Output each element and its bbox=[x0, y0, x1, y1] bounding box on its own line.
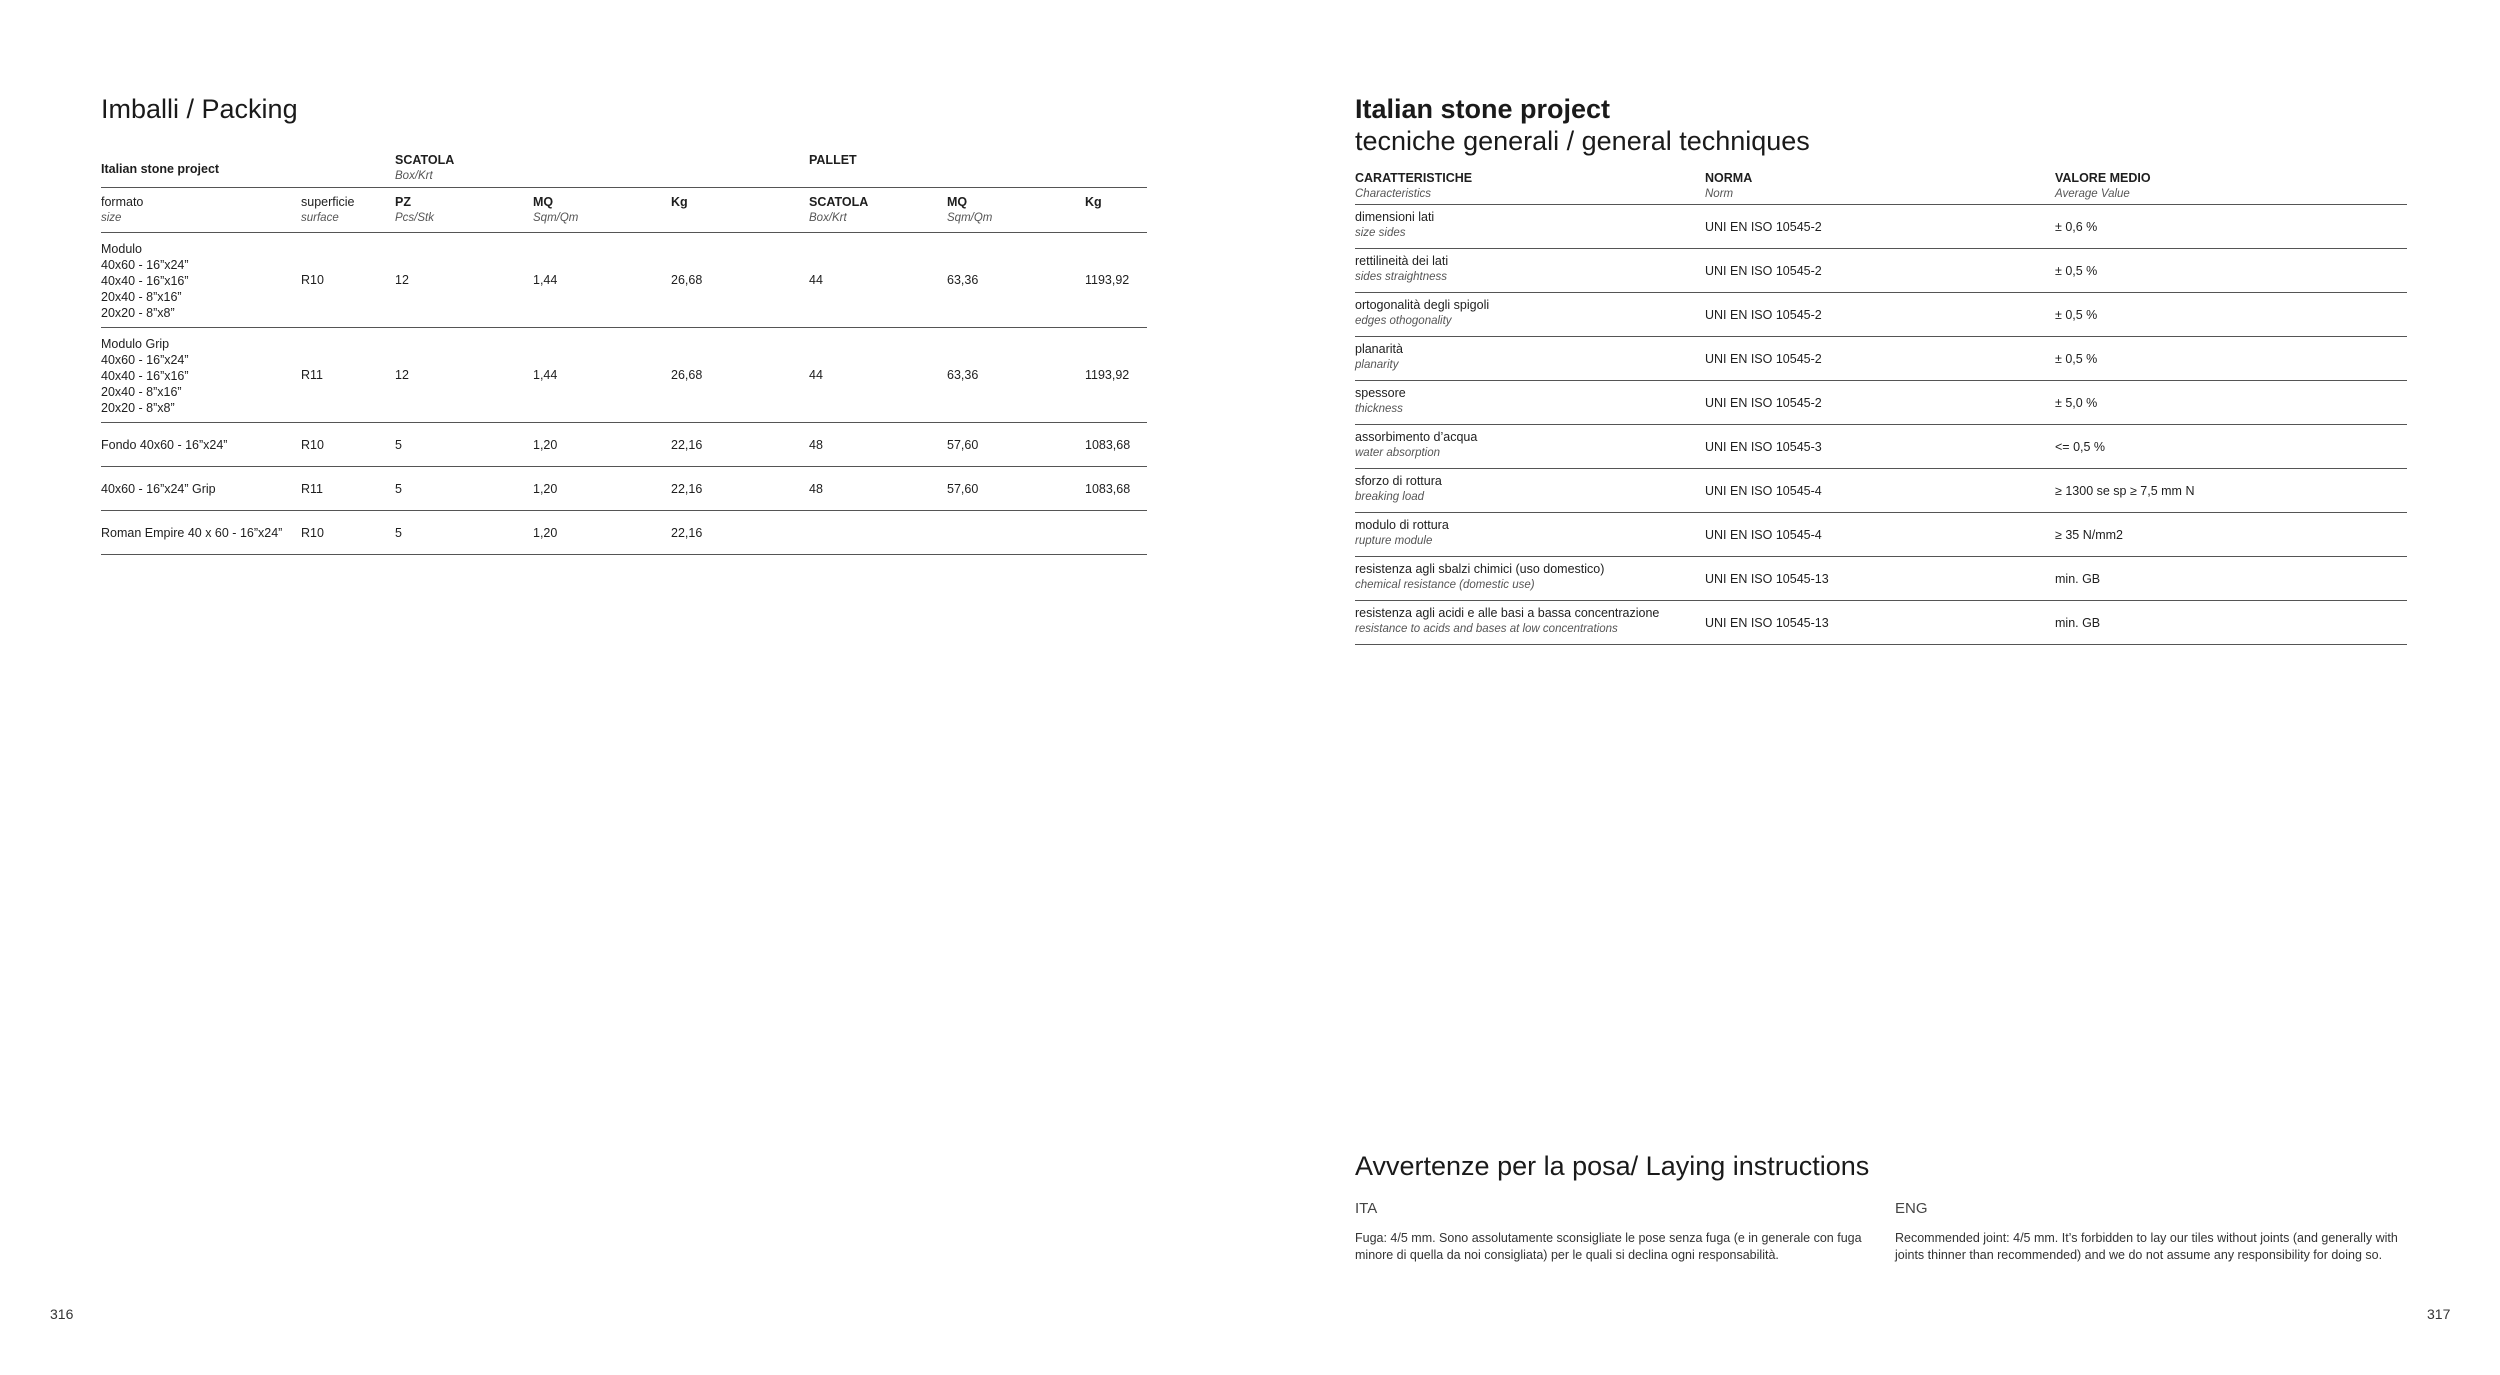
row-value: min. GB bbox=[2055, 571, 2101, 586]
row-characteristic: resistenza agli sbalzi chimici (uso domestico) chemical resistance (domestic use) bbox=[1355, 562, 1605, 591]
techniques-title: Italian stone project bbox=[1355, 94, 1611, 124]
table-row bbox=[1355, 469, 2407, 513]
table-row bbox=[1355, 557, 2407, 601]
packing-group-header bbox=[101, 150, 1147, 188]
row-mq: 1,20 bbox=[533, 525, 558, 540]
row-value: ≥ 1300 se sp ≥ 7,5 mm N bbox=[2055, 483, 2195, 498]
row-superficie: R10 bbox=[301, 273, 324, 287]
row-norm: UNI EN ISO 10545-2 bbox=[1705, 307, 1822, 322]
packing-column-header bbox=[101, 188, 1147, 233]
row-value: ± 5,0 % bbox=[2055, 395, 2098, 410]
row-formato: 40x60 - 16”x24” Grip bbox=[101, 481, 216, 496]
table-row bbox=[1355, 293, 2407, 337]
row-superficie: R11 bbox=[301, 368, 324, 382]
col-norma: NORMA Norm bbox=[1705, 171, 1753, 200]
col-valore: VALORE MEDIO Average Value bbox=[2055, 171, 2151, 200]
packing-series-name: Italian stone project bbox=[101, 162, 220, 176]
row-pallet-scatola: 48 bbox=[809, 481, 823, 496]
row-pallet-mq: 57,60 bbox=[947, 437, 979, 452]
group-box: SCATOLA Box/Krt bbox=[395, 153, 455, 182]
col-kg: Kg bbox=[671, 195, 688, 209]
row-characteristic: rettilineità dei lati sides straightness bbox=[1355, 254, 1449, 283]
table-row bbox=[1355, 205, 2407, 249]
row-kg: 22,16 bbox=[671, 481, 703, 496]
table-row bbox=[1355, 381, 2407, 425]
row-superficie: R11 bbox=[301, 481, 324, 496]
row-norm: UNI EN ISO 10545-2 bbox=[1705, 263, 1822, 278]
row-pallet-mq: 63,36 bbox=[947, 368, 979, 382]
row-superficie: R10 bbox=[301, 525, 324, 540]
table-row bbox=[101, 467, 1147, 511]
row-norm: UNI EN ISO 10545-2 bbox=[1705, 351, 1822, 366]
row-value: ± 0,5 % bbox=[2055, 351, 2098, 366]
table-row bbox=[1355, 425, 2407, 469]
col-caratteristiche: CARATTERISTICHE Characteristics bbox=[1355, 171, 1473, 200]
row-kg: 26,68 bbox=[671, 368, 703, 382]
row-characteristic: ortogonalità degli spigoli edges othogonality bbox=[1355, 298, 1490, 327]
row-pz: 12 bbox=[395, 273, 409, 287]
row-formato: Fondo 40x60 - 16”x24” bbox=[101, 437, 228, 452]
row-pallet-scatola: 48 bbox=[809, 437, 823, 452]
table-row bbox=[1355, 601, 2407, 645]
instructions-title: Avvertenze per la posa/ Laying instructions bbox=[1355, 1151, 1870, 1181]
row-formato: Modulo 40x60 - 16”x24” 40x40 - 16”x16” 20x40 - 8”x16” 20x20 - 8”x8” bbox=[101, 242, 189, 320]
row-pz: 5 bbox=[395, 437, 402, 452]
col-superficie: superficie surface bbox=[301, 195, 355, 224]
row-kg: 22,16 bbox=[671, 437, 703, 452]
row-characteristic: spessore thickness bbox=[1355, 386, 1406, 415]
row-norm: UNI EN ISO 10545-2 bbox=[1705, 219, 1822, 234]
table-row bbox=[101, 328, 1147, 423]
row-characteristic: planarità planarity bbox=[1355, 342, 1403, 371]
row-value: <= 0,5 % bbox=[2055, 439, 2106, 454]
row-characteristic: modulo di rottura rupture module bbox=[1355, 518, 1449, 547]
techniques-subtitle: tecniche generali / general techniques bbox=[1355, 126, 1810, 156]
row-superficie: R10 bbox=[301, 437, 324, 452]
row-characteristic: dimensioni lati size sides bbox=[1355, 210, 1435, 239]
row-characteristic: assorbimento d’acqua water absorption bbox=[1355, 430, 1478, 459]
row-mq: 1,20 bbox=[533, 437, 558, 452]
packing-table bbox=[101, 150, 1147, 555]
row-value: ± 0,5 % bbox=[2055, 263, 2098, 278]
page-number-left: 316 bbox=[50, 1306, 74, 1322]
row-norm: UNI EN ISO 10545-4 bbox=[1705, 527, 1822, 542]
row-pallet-scatola: 44 bbox=[809, 368, 823, 382]
row-pz: 5 bbox=[395, 525, 402, 540]
row-norm: UNI EN ISO 10545-13 bbox=[1705, 615, 1829, 630]
row-mq: 1,44 bbox=[533, 273, 558, 287]
row-mq: 1,20 bbox=[533, 481, 558, 496]
eng-instructions: Recommended joint: 4/5 mm. It’s forbidden to lay our tiles without joints (and generally with joints thinner than recommended) and we do not assume any responsibility for doing so. bbox=[1895, 1231, 2398, 1262]
row-norm: UNI EN ISO 10545-13 bbox=[1705, 571, 1829, 586]
col-formato: formato size bbox=[101, 195, 144, 224]
row-pallet-scatola: 44 bbox=[809, 273, 823, 287]
col-mq: MQ Sqm/Qm bbox=[533, 195, 579, 224]
row-norm: UNI EN ISO 10545-4 bbox=[1705, 483, 1822, 498]
table-row bbox=[101, 511, 1147, 555]
row-characteristic: sforzo di rottura breaking load bbox=[1355, 474, 1442, 503]
col-pz: PZ Pcs/Stk bbox=[395, 195, 434, 224]
table-row bbox=[101, 233, 1147, 328]
table-row bbox=[1355, 249, 2407, 293]
row-pallet-mq: 63,36 bbox=[947, 273, 979, 287]
row-kg: 22,16 bbox=[671, 525, 703, 540]
eng-label: ENG bbox=[1895, 1200, 1928, 1217]
row-pallet-mq: 57,60 bbox=[947, 481, 979, 496]
row-value: ± 0,5 % bbox=[2055, 307, 2098, 322]
row-pz: 12 bbox=[395, 368, 409, 382]
row-pz: 5 bbox=[395, 481, 402, 496]
row-mq: 1,44 bbox=[533, 368, 558, 382]
row-pallet-kg: 1193,92 bbox=[1085, 273, 1130, 287]
col-pallet-mq: MQ Sqm/Qm bbox=[947, 195, 993, 224]
page-number-right: 317 bbox=[2427, 1306, 2451, 1322]
row-pallet-kg: 1193,92 bbox=[1085, 368, 1130, 382]
techniques-header bbox=[1355, 168, 2407, 205]
row-formato: Modulo Grip 40x60 - 16”x24” 40x40 - 16”x16” 20x40 - 8”x16” 20x20 - 8”x8” bbox=[101, 337, 189, 415]
right-page bbox=[1250, 0, 2500, 1375]
col-pallet-kg: Kg bbox=[1085, 195, 1102, 209]
row-pallet-kg: 1083,68 bbox=[1085, 437, 1131, 452]
ita-instructions: Fuga: 4/5 mm. Sono assolutamente sconsigliate le pose senza fuga (e in generale con fuga minore di quella da noi consigliata) per le quali si declina ogni responsabilità. bbox=[1355, 1231, 1862, 1262]
table-row bbox=[101, 423, 1147, 467]
table-row bbox=[1355, 513, 2407, 557]
row-kg: 26,68 bbox=[671, 273, 703, 287]
row-value: min. GB bbox=[2055, 615, 2101, 630]
group-pallet: PALLET bbox=[809, 153, 857, 167]
packing-title: Imballi / Packing bbox=[101, 94, 298, 124]
row-norm: UNI EN ISO 10545-3 bbox=[1705, 439, 1822, 454]
techniques-table bbox=[1355, 168, 2407, 645]
row-formato: Roman Empire 40 x 60 - 16”x24” bbox=[101, 525, 283, 540]
row-characteristic: resistenza agli acidi e alle basi a bassa concentrazione resistance to acids and bases at low concentrations bbox=[1355, 606, 1660, 635]
row-value: ≥ 35 N/mm2 bbox=[2055, 527, 2123, 542]
row-value: ± 0,6 % bbox=[2055, 219, 2098, 234]
ita-label: ITA bbox=[1355, 1200, 1378, 1217]
table-row bbox=[1355, 337, 2407, 381]
col-pallet-scatola: SCATOLA Box/Krt bbox=[809, 195, 869, 224]
row-pallet-kg: 1083,68 bbox=[1085, 481, 1131, 496]
row-norm: UNI EN ISO 10545-2 bbox=[1705, 395, 1822, 410]
